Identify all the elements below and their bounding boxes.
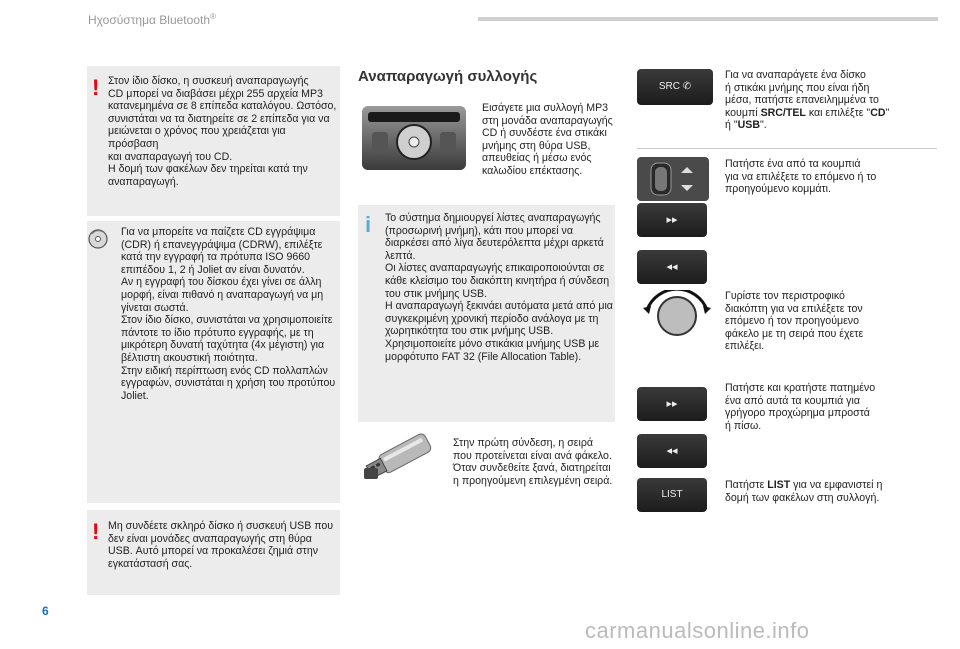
phone-icon: ✆ xyxy=(682,81,692,92)
info-icon: i xyxy=(365,212,372,237)
previous-track-button[interactable]: ◂◂ xyxy=(637,250,707,284)
next-track-button[interactable]: ▸▸ xyxy=(637,203,707,237)
steering-wheel-controls-image xyxy=(637,157,709,201)
warning-text-cd: Στον ίδιο δίσκο, η συσκευή αναπαραγωγής CD μπορεί να διαβάσει μέχρι 255 αρχεία MP3 κατανεμημένα σε 8 επίπεδα καταλόγου. Ωστόσο, συνιστάται να τα διατηρείτε σε 2 επίπεδα για να μειώνεται ο χρόνος που χρειάζεται για πρόσβαση και αναπαραγωγή του CD. Η δομή των φακέλων δεν τηρείται κατά την αναπαραγωγή. xyxy=(108,75,337,188)
tip-text-cdr: Για να μπορείτε να παίζετε CD εγγράψιμα (CDR) ή επανεγγράψιμα (CDRW), επιλέξτε κατά την εγγραφή τα πρότυπα ISO 9660 επιπέδου 1, 2 ή Joliet αν είναι δυνατόν. Αν η εγγραφή του δίσκου έχει γίνει σε άλλη μορφή, είναι πιθανό η αναπαραγωγή να μη γίνεται σωστά. Στον ίδιο δίσκο, συνιστάται να χρησιμοποιείτε πάντοτε το ίδιο πρότυπο εγγραφής, με τη μικρότερη δυνατή ταχύτητα (4x μέγιστη) για βέλτιστη ακουστική ποιότητα. Στην ειδική περίπτωση ενός CD πολλαπλών εγγραφών, συνιστάται η χρήση του προτύπου Joliet. xyxy=(121,226,336,402)
section-header: Ηχοσύστημα Bluetooth® xyxy=(88,12,216,27)
usb-stick-image xyxy=(360,432,440,482)
step-list-text: Πατήστε LIST για να εμφανιστεί η δομή των φακέλων στη συλλογή. xyxy=(725,479,883,504)
cd-player-image xyxy=(358,96,470,180)
fast-forward-button[interactable]: ▸▸ xyxy=(637,387,707,421)
fast-rewind-button[interactable]: ◂◂ xyxy=(637,434,707,468)
page-number: 6 xyxy=(42,604,49,618)
step-source-text: Για να αναπαράγετε ένα δίσκο ή στικάκι μνήμης που είναι ήδη μέσα, πατήστε επανειλημμένα το κουμπί SRC/TEL και επιλέξτε "CD" ή "USB". xyxy=(725,69,890,132)
step-fast-text: Πατήστε και κρατήστε πατημένο ένα από αυτά τα κουμπιά για γρήγορο προχώρημα μπροστά ή πίσω. xyxy=(725,382,876,432)
list-button[interactable]: LIST xyxy=(637,478,707,512)
step-track-text: Πατήστε ένα από τα κουμπιά για να επιλέξετε το επόμενο ή το προηγούμενο κομμάτι. xyxy=(725,158,877,196)
watermark: carmanualsonline.info xyxy=(585,618,810,643)
usb-text: Στην πρώτη σύνδεση, η σειρά που προτείνεται είναι ανά φάκελο. Όταν συνδεθείτε ξανά, διατηρείται η προηγούμενη επιλεγμένη σειρά. xyxy=(453,437,613,487)
info-text-playlists: Το σύστημα δημιουργεί λίστες αναπαραγωγής (προσωρινή μνήμη), κάτι που μπορεί να διαρκέσει από λίγα δευτερόλεπτα μέχρι αρκετά λεπτά. Οι λίστες αναπαραγωγής επικαιροποιούνται σε κάθε κλείσιμο του διακόπτη κινητήρα ή σύνδεση του στικ μνήμης USB. Η αναπαραγωγή ξεκινάει αυτόματα μετά από μια συγκεκριμένη χρονική περίοδο ανάλογα με τη χωρητικότητα του στικ μνήμης USB. Χρησιμοποιείτε μόνο στικάκια μνήμης USB με μορφότυπο FAT 32 (File Allocation Table). xyxy=(385,212,613,363)
cd-disc-icon xyxy=(87,228,109,250)
rotary-knob-icon[interactable] xyxy=(637,290,717,340)
divider xyxy=(637,148,937,149)
step-folder-text: Γυρίστε τον περιστροφικό διακόπτη για να επιλέξετε τον επόμενο ή τον προηγούμενο φάκελο με τη σειρά που έχετε επιλέξει. xyxy=(725,290,864,353)
section-title: Αναπαραγωγή συλλογής xyxy=(358,68,538,85)
warning-icon: ! xyxy=(92,519,100,544)
warning-icon: ! xyxy=(92,75,100,100)
src-tel-button[interactable] xyxy=(637,69,713,105)
header-rule xyxy=(478,17,938,21)
intro-text: Εισάγετε μια συλλογή MP3 στη μονάδα αναπαραγωγής CD ή συνδέστε ένα στικάκι μνήμης στη θύρα USB, απευθείας ή μέσω ενός καλωδίου επέκτασης. xyxy=(482,102,613,177)
warning-text-usb: Μη συνδέετε σκληρό δίσκο ή συσκευή USB που δεν είναι μονάδες αναπαραγωγής στη θύρα USB. Αυτό μπορεί να προκαλέσει ζημιά στην εγκατάστασή σας. xyxy=(108,520,334,570)
src-label: SRC xyxy=(658,81,680,92)
